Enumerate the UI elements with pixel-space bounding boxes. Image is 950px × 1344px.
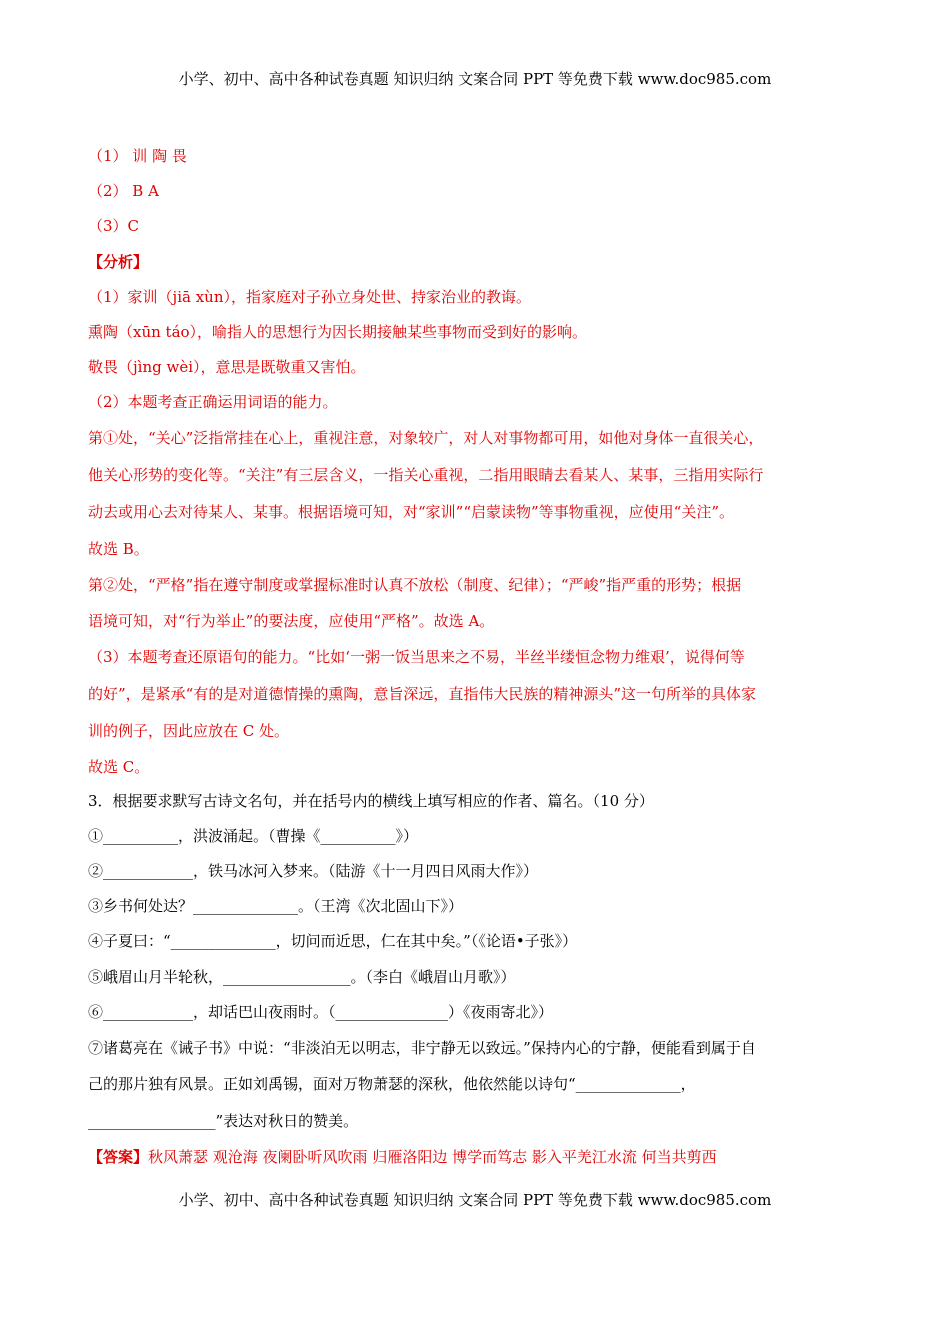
question-item: 己的那片独有风景。正如刘禹锡，面对万物萧瑟的深秋，他依然能以诗句“______________， xyxy=(88,1075,696,1093)
analysis-line: 故选 C。 xyxy=(88,758,150,776)
question-3-title: 3．根据要求默写古诗文名句，并在括号内的横线上填写相应的作者、篇名。（10 分） xyxy=(88,792,654,810)
page-footer: 小学、初中、高中各种试卷真题 知识归纳 文案合同 PPT 等免费下载 www.doc985.com xyxy=(178,1191,772,1209)
question-item: _________________”表达对秋日的赞美。 xyxy=(88,1112,359,1130)
analysis-line: 敬畏（jìng wèi），意思是既敬重又害怕。 xyxy=(88,358,366,376)
answer-line-1: （1） 训 陶 畏 xyxy=(88,147,187,165)
analysis-line: 的好”，是紧承“有的是对道德情操的熏陶，意旨深远，直指伟大民族的精神源头”这一句所举的具体家 xyxy=(88,685,757,703)
answer-line-2: （2） B A xyxy=(88,182,159,200)
question-item: ⑥____________，却话巴山夜雨时。（_______________）《夜雨寄北》） xyxy=(88,1003,554,1021)
question-item: ③乡书何处达？______________。（王湾《次北固山下》） xyxy=(88,897,464,915)
question-item: ①__________，洪波涌起。（曹操《__________》） xyxy=(88,827,419,845)
analysis-line: 动去或用心去对待某人、某事。根据语境可知，对“家训”“启蒙读物”等事物重视，应使用“关注”。 xyxy=(88,503,735,521)
analysis-label: 【分析】 xyxy=(88,253,149,271)
analysis-line: 他关心形势的变化等。“关注”有三层含义，一指关心重视，二指用眼睛去看某人、某事，三指用实际行 xyxy=(88,466,764,484)
analysis-line: （1）家训（jiā xùn），指家庭对子孙立身处世、持家治业的教诲。 xyxy=(88,288,531,306)
analysis-line: 第②处，“严格”指在遵守制度或掌握标准时认真不放松（制度、纪律）；“严峻”指严重的形势；根据 xyxy=(88,576,742,594)
answer-label: 【答案】 xyxy=(88,1148,149,1166)
question-item: ②____________，铁马冰河入梦来。（陆游《十一月四日风雨大作》） xyxy=(88,862,539,880)
analysis-line: 故选 B。 xyxy=(88,540,149,558)
analysis-line: 熏陶（xūn táo），喻指人的思想行为因长期接触某些事物而受到好的影响。 xyxy=(88,323,588,341)
question-item: ⑦诸葛亮在《诫子书》中说：“非淡泊无以明志，非宁静无以致远。”保持内心的宁静，便能看到属于自 xyxy=(88,1039,756,1057)
answer-3 xyxy=(88,1146,868,1168)
question-item: ④子夏曰：“______________，切问而近思，仁在其中矣。”（《论语•子张》） xyxy=(88,932,578,950)
analysis-line: 训的例子，因此应放在 C 处。 xyxy=(88,722,290,740)
question-item: ⑤峨眉山月半轮秋，_________________。（李白《峨眉山月歌》） xyxy=(88,968,516,986)
answer-text: 秋风萧瑟 观沧海 夜阑卧听风吹雨 归雁洛阳边 博学而笃志 影入平羌江水流 何当共剪西 xyxy=(148,1148,717,1166)
analysis-line: （2）本题考查正确运用词语的能力。 xyxy=(88,393,338,411)
analysis-line: （3）本题考查还原语句的能力。“比如‘一粥一饭当思来之不易，半丝半缕恒念物力维艰’，说得何等 xyxy=(88,648,745,666)
answer-line-3: （3）C xyxy=(88,217,140,235)
page-header: 小学、初中、高中各种试卷真题 知识归纳 文案合同 PPT 等免费下载 www.doc985.com xyxy=(178,70,772,88)
analysis-line: 第①处，“关心”泛指常挂在心上，重视注意，对象较广，对人对事物都可用，如他对身体一直很关心， xyxy=(88,429,764,447)
analysis-line: 语境可知，对“行为举止”的要法度，应使用“严格”。故选 A。 xyxy=(88,612,495,630)
